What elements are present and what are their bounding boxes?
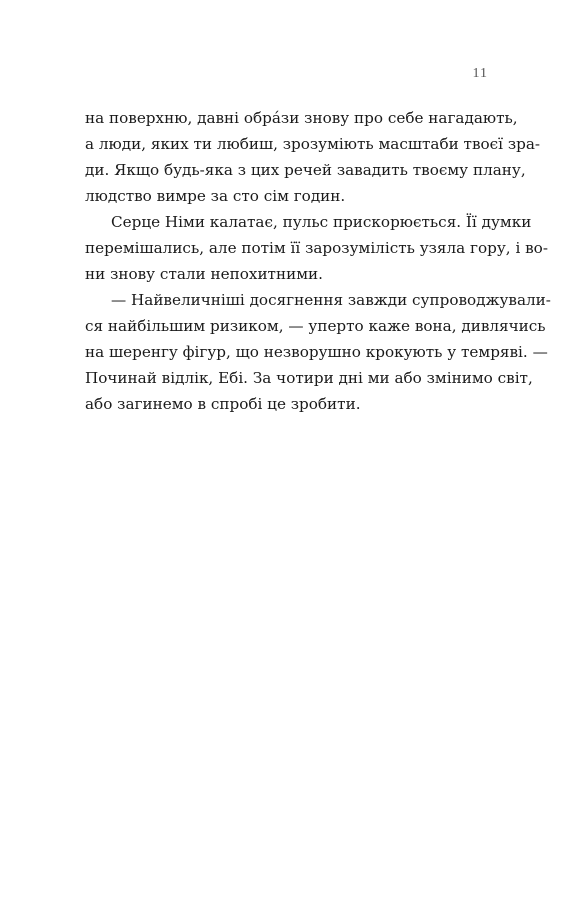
text-line: перемішались, але потім її зарозумілість узяла гору, і во-	[85, 239, 548, 257]
paragraph-end-line: або загинемо в спробі це зробити.	[85, 395, 361, 413]
text-line: Починай відлік, Ебі. За чотири дні ми або змінимо світ,	[85, 369, 533, 387]
body-text	[85, 105, 551, 417]
text-line: на поверхню, давні обра́зи знову про себе нагадають,	[85, 109, 518, 127]
paragraph-start-line: — Найвеличніші досягнення завжди супроводжували-	[111, 291, 551, 309]
text-line: ди. Якщо будь-яка з цих речей завадить твоєму плану,	[85, 161, 526, 179]
page-number: 11	[472, 66, 488, 81]
paragraph-end-line: людство вимре за сто сім годин.	[85, 187, 346, 205]
paragraph-start-line: Серце Німи калатає, пульс прискорюється. Її думки	[111, 213, 532, 231]
text-line: ся найбільшим ризиком, — уперто каже вона, дивлячись	[85, 317, 546, 335]
text-line: на шеренгу фігур, що незворушно крокують у темряві. —	[85, 343, 548, 361]
paragraph-end-line: ни знову стали непохитними.	[85, 265, 323, 283]
text-line: а люди, яких ти любиш, зрозуміють масштаби твоєї зра-	[85, 135, 541, 153]
